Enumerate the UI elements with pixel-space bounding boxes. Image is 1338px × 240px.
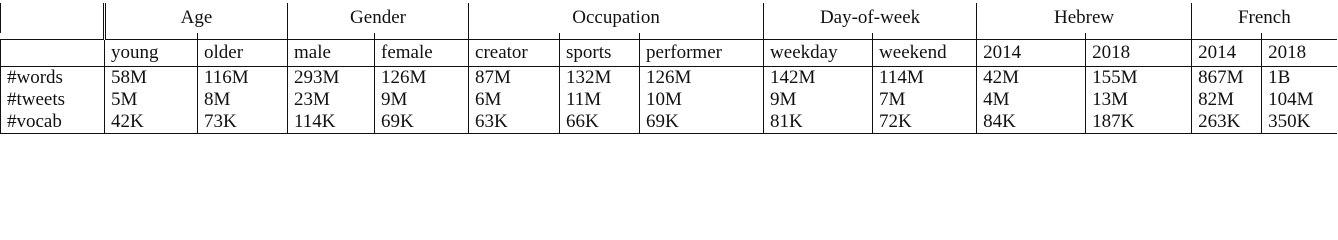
table-cell: 23M [288,89,375,111]
table-cell: 4M [977,89,1086,111]
subheader-performer: performer [640,40,764,67]
subheader-weekday: weekday [764,40,873,67]
table-cell: 11M [560,89,640,111]
table-cell: 187K [1086,111,1192,134]
table-cell: 867M [1192,67,1262,90]
subheader-row [1,40,1337,67]
row-label-tweets: #tweets [1,89,105,111]
table-row-words [1,67,1337,90]
subheader-hebrew-2014: 2014 [977,40,1086,67]
subheader-older: older [198,40,288,67]
table-cell: 84K [977,111,1086,134]
table-cell: 114M [873,67,977,90]
group-header-hebrew: Hebrew [977,3,1192,33]
table-cell: 10M [640,89,764,111]
table-cell: 1B [1262,67,1337,90]
table-cell: 63K [469,111,560,134]
table-cell: 87M [469,67,560,90]
table-cell: 5M [105,89,198,111]
table-cell: 81K [764,111,873,134]
table-cell: 66K [560,111,640,134]
table-cell: 142M [764,67,873,90]
group-header-day-of-week: Day-of-week [764,3,977,33]
subheader-french-2018: 2018 [1262,40,1337,67]
table-cell: 58M [105,67,198,90]
table-row-vocab [1,111,1337,134]
table-cell: 263K [1192,111,1262,134]
table-cell: 73K [198,111,288,134]
row-label-vocab: #vocab [1,111,105,134]
subheader-weekend: weekend [873,40,977,67]
group-header-gender: Gender [288,3,469,33]
subheader-french-2014: 2014 [1192,40,1262,67]
table-cell: 116M [198,67,288,90]
corner-cell [1,3,105,33]
table-cell: 69K [375,111,469,134]
table-cell: 13M [1086,89,1192,111]
table-cell: 7M [873,89,977,111]
table-cell: 126M [640,67,764,90]
table-cell: 126M [375,67,469,90]
table-cell: 9M [375,89,469,111]
subheader-young: young [105,40,198,67]
table-cell: 8M [198,89,288,111]
subheader-creator: creator [469,40,560,67]
subheader-female: female [375,40,469,67]
table-cell: 293M [288,67,375,90]
group-header-row [1,3,1337,33]
table-cell: 72K [873,111,977,134]
table-cell: 104M [1262,89,1337,111]
table-cell: 82M [1192,89,1262,111]
subheader-sports: sports [560,40,640,67]
subheader-corner [1,40,105,67]
table-cell: 132M [560,67,640,90]
group-header-age: Age [105,3,288,33]
table-cell: 350K [1262,111,1337,134]
table-row-tweets [1,89,1337,111]
table-cell: 69K [640,111,764,134]
table-cell: 6M [469,89,560,111]
subheader-male: male [288,40,375,67]
table-cell: 9M [764,89,873,111]
group-header-occupation: Occupation [469,3,764,33]
row-label-words: #words [1,67,105,90]
table-cell: 114K [288,111,375,134]
table-cell: 42K [105,111,198,134]
subheader-hebrew-2018: 2018 [1086,40,1192,67]
table-cell: 155M [1086,67,1192,90]
table-cell: 42M [977,67,1086,90]
group-header-french: French [1192,3,1337,33]
corpus-statistics-table [0,3,1337,134]
